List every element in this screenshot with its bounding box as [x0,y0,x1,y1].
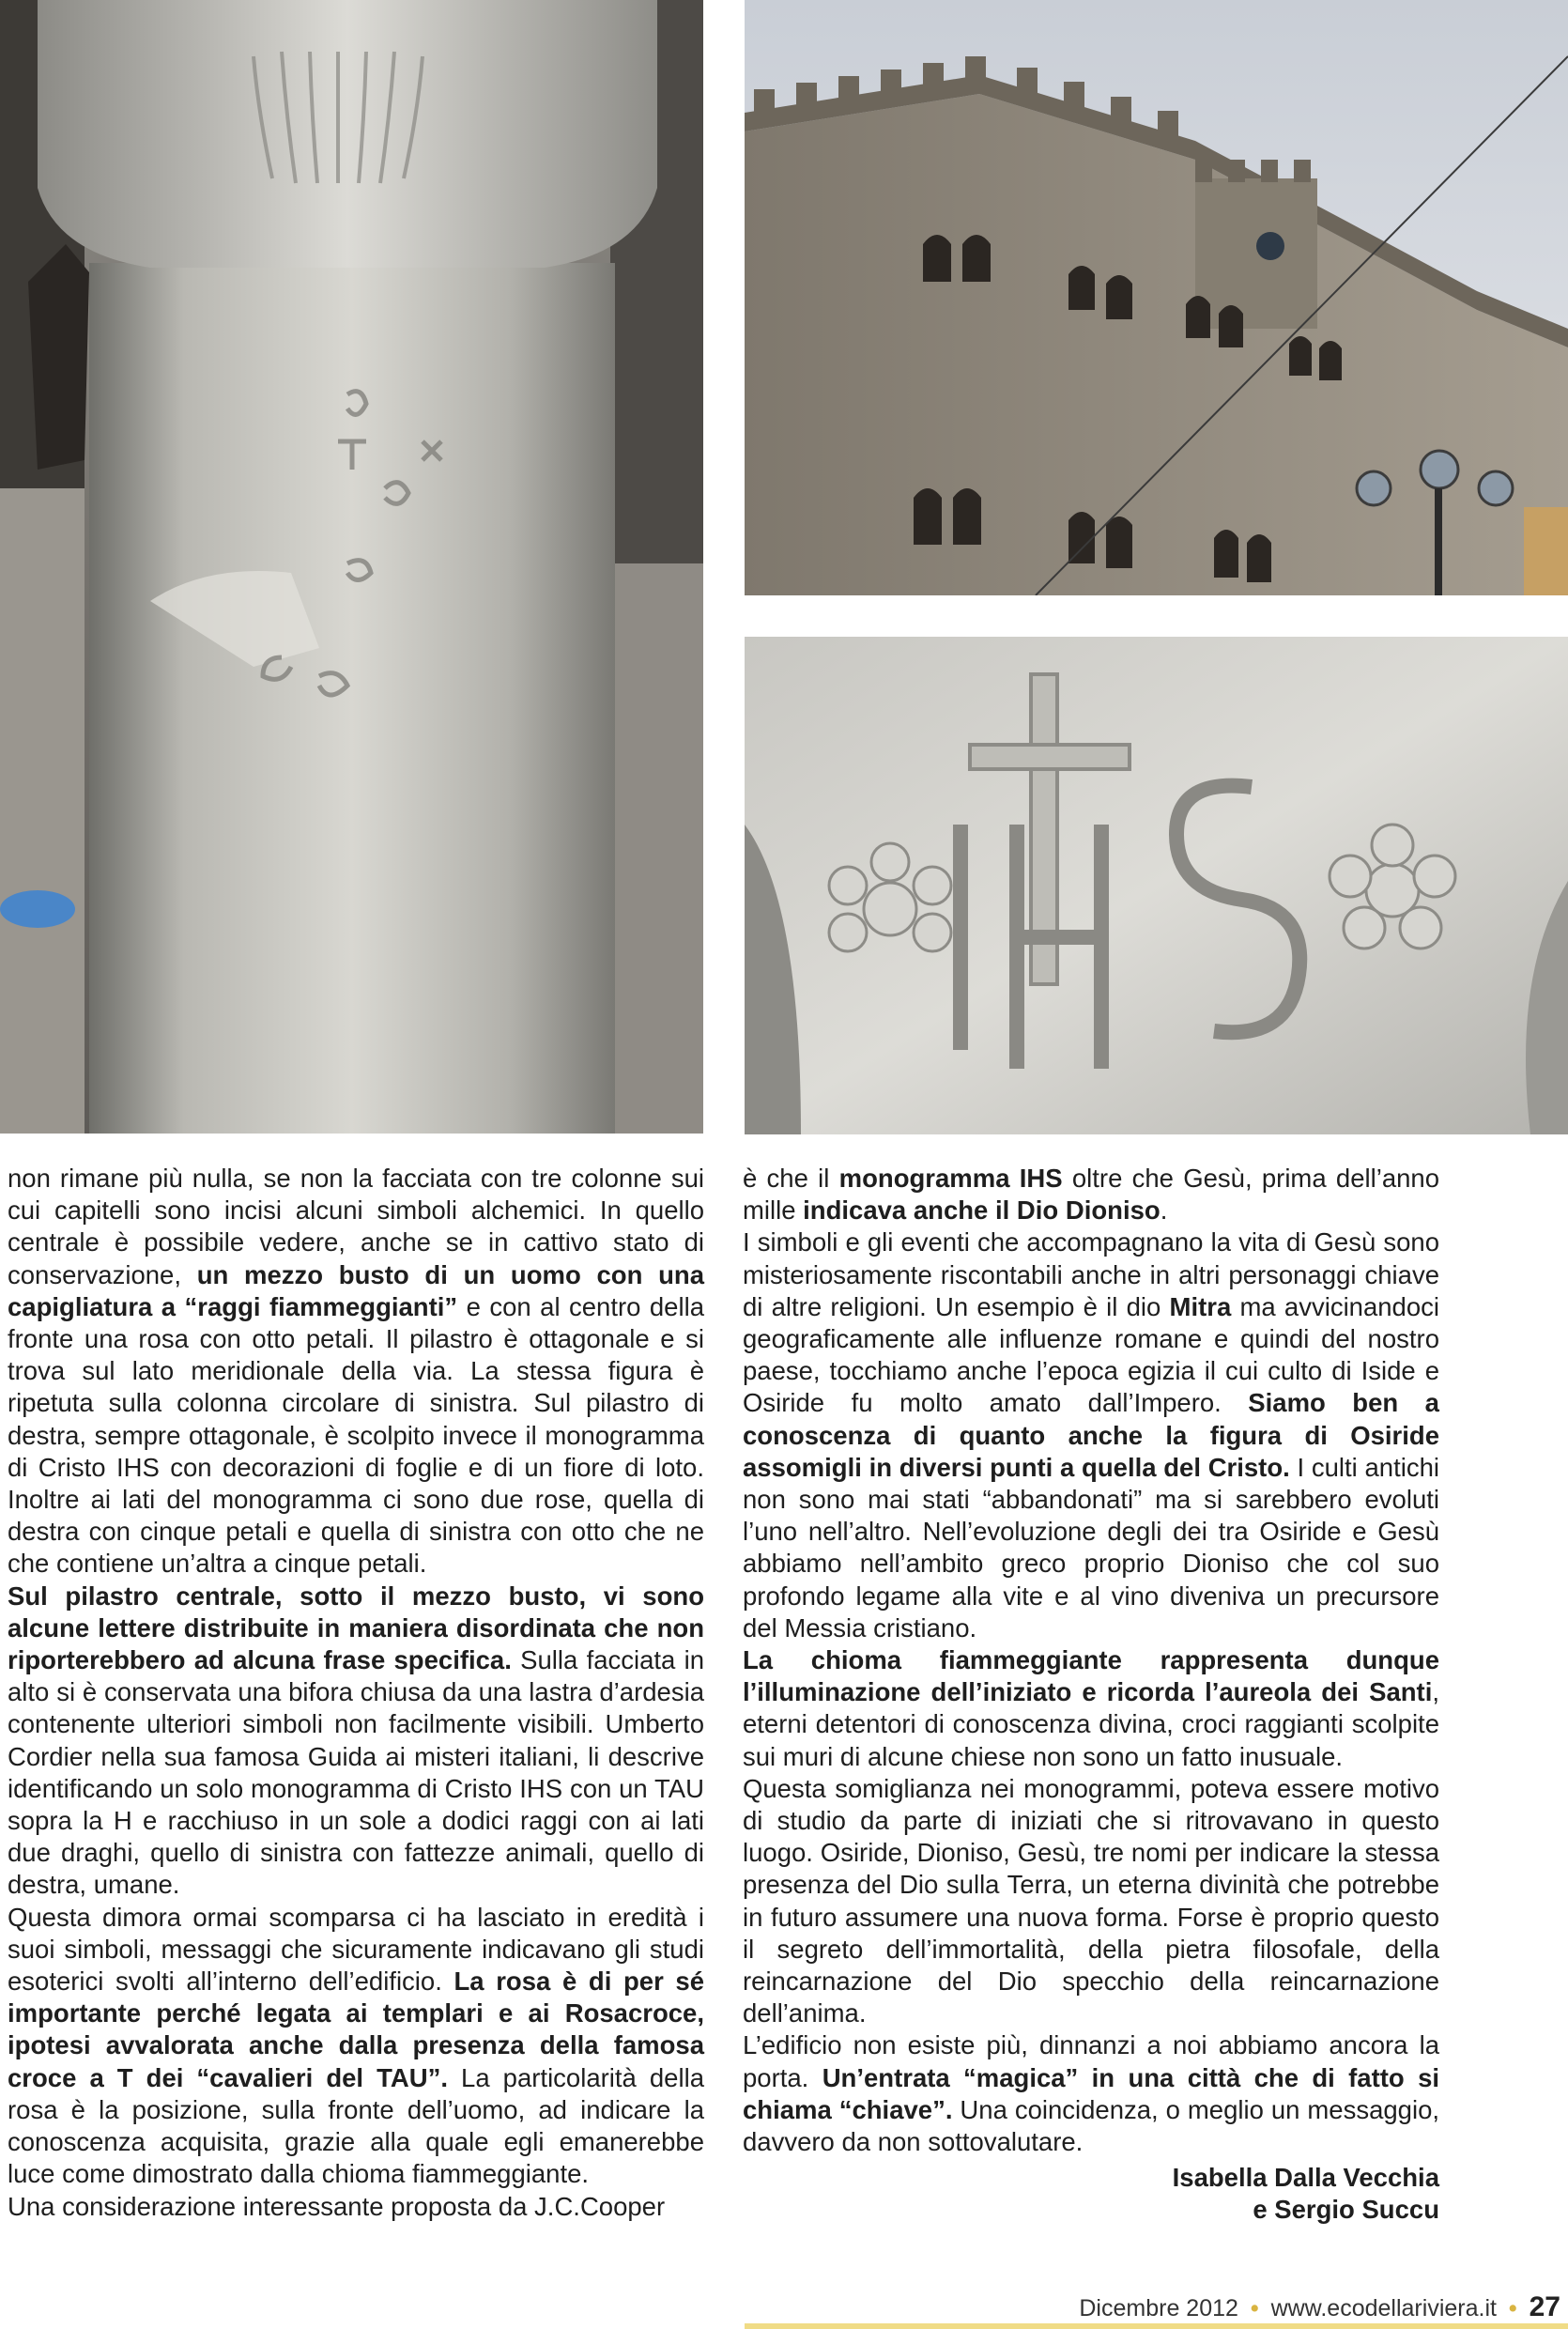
footer-date: Dicembre 2012 [1079,2295,1238,2321]
article-paragraph [8,1902,704,2191]
text-run: è che il [743,1164,839,1193]
article-paragraph [743,1163,1439,1226]
text-run: La particolarità della rosa è la posizione, sulla fronte dell’uomo, ad indicare la conoscenza acquisita, grazie alla quale egli emanerebbe luce come dimostrato dalla chioma fiammeggiante. [8,2062,704,2189]
ihs-monogram-illustration [745,637,1568,1134]
palace-illustration [745,0,1568,595]
footer-accent-bar [745,2323,1568,2329]
photo-palace [745,0,1568,595]
footer-separator-dot: • [1250,2295,1259,2321]
text-run: ma avvicinandoci geograficamente alle influenze romane e quindi del nostro paese, tocchiamo anche l’epoca egizia il cui culto di Iside e Osiride fu molto amato dall’Impero. [743,1291,1440,1418]
bold-text-run: La chioma fiammeggiante rappresenta dunque l’illuminazione dell’iniziato e ricorda l’aureola dei Santi [743,1645,1439,1707]
text-run: Sulla facciata in alto si è conservata una bifora chiusa da una lastra d’ardesia contenente ulteriori simboli non facilmente visibili. Umberto Cordier nella sua famosa Guida ai misteri italiani, li descrive identificando un solo monogramma di Cristo IHS con un TAU sopra la H e racchiuso in un sole a dodici raggi con ai lati due draghi, quello di sinistra con fattezze animali, quello di destra, umane. [8,1645,705,1900]
article-column-left [8,1163,704,2223]
text-run: , eterni detentori di conoscenza divina, croci raggianti scolpite sui muri di alcune chiese non sono un fatto inusuale. [743,1677,1439,1771]
text-run: Questa somiglianza nei monogrammi, poteva essere motivo di studio da parte di iniziati che si ritrovavano in questo luogo. Osiride, Dioniso, Gesù, tre nomi per indicare la stessa presenza del Dio sulla Terra, un eterna divinità che potrebbe in futuro assumere una nuova forma. Forse è proprio questo il segreto dell’immortalità, della pietra filosofale, della reincarnazione del Dio specchio della reincarnazione dell’anima. [743,1773,1439,2028]
photo-pillar [0,0,703,1134]
text-run: Una considerazione interessante proposta da J.C.Cooper [8,2191,666,2221]
author-line-2: e Sergio Succu [1253,2195,1439,2225]
text-run: . [1160,1195,1168,1226]
article-paragraph [8,1581,704,1902]
bold-text-run: Sul pilastro centrale, sotto il mezzo busto, vi sono alcune lettere distribuite in maniera disordinata che non riporterebbero ad alcuna frase specifica. [8,1581,704,1675]
bold-text-run: monogramma IHS [838,1164,1063,1193]
article-paragraph [743,2029,1439,2158]
article-paragraph [743,1773,1439,2030]
text-run: Questa dimora ormai scomparsa ci ha lasciato in eredità i suoi simboli, messaggi che sicuramente indicavano gli studi esoterici svolti all’interno dell’edificio. [8,1902,704,1997]
footer-separator-dot: • [1508,2295,1517,2321]
article-paragraph [743,1226,1439,1644]
author-line-1: Isabella Dalla Vecchia [1172,2163,1439,2193]
author-signature [743,2162,1439,2226]
bold-text-run: Siamo ben a conoscenza di quanto anche la figura di Osiride assomigli in diversi punti a quella del Cristo. [743,1388,1439,1482]
footer-website-link[interactable]: www.ecodellariviera.it [1270,2295,1497,2321]
article-paragraph [743,1644,1439,1773]
text-run: e con al centro della fronte una rosa con otto petali. Il pilastro è ottagonale e si trova sul lato meridionale della via. La stessa figura è ripetuta sulla colonna circolare di sinistra. Sul pilastro di destra, sempre ottagonale, è scolpito invece il monogramma di Cristo IHS con decorazioni di foglie e di un fiore di loto. Inoltre ai lati del monogramma ci sono due rose, quella di destra con cinque petali e quella di sinistra con otto che ne che contiene un’altra a cinque petali. [8,1291,704,1579]
bold-text-run: La rosa è di per sé importante perché legata ai templari e ai Rosacroce, ipotesi avvalorata anche dalla presenza della famosa croce a T dei “cavalieri del TAU”. [8,1967,705,2092]
text-run: non rimane più nulla, se non la facciata con tre colonne sui cui capitelli sono incisi alcuni simboli alchemici. In quello centrale è possibile vedere, anche se in cattivo stato di conservazione, [8,1164,704,1289]
article-column-right [743,1163,1439,2226]
text-run: oltre che Gesù, prima dell’anno mille [743,1164,1439,1226]
photo-ihs-monogram [745,637,1568,1134]
text-run: I culti antichi non sono mai stati “abbandonati” ma si sarebbero evoluti l’uno nell’altro. Nell’evoluzione degli dei tra Osiride e Gesù abbiamo nell’ambito greco proprio Dioniso che col suo profondo legame alla vite e al vino diveniva un precursore del Messia cristiano. [743,1452,1439,1643]
bold-text-run: Un’entrata “magica” in una città che di fatto si chiama “chiave”. [743,2062,1439,2124]
page-number: 27 [1529,2291,1560,2322]
text-run: Una coincidenza, o meglio un messaggio, davvero da non sottovalutare. [743,2094,1440,2157]
text-run: I simboli e gli eventi che accompagnano la vita di Gesù sono misteriosamente riscontabili anche in altri personaggi chiave di altre religioni. Un esempio è il dio [743,1227,1439,1321]
pillar-illustration [0,0,703,1134]
text-run: L’edificio non esiste più, dinnanzi a noi abbiamo ancora la porta. [743,2030,1439,2092]
bold-text-run: Mitra [1169,1291,1232,1321]
article-paragraph [8,2191,704,2223]
bold-text-run: un mezzo busto di un uomo con una capigliatura a “raggi fiammeggianti” [8,1259,704,1321]
article-paragraph [8,1163,704,1581]
bold-text-run: indicava anche il Dio Dioniso [803,1195,1161,1226]
page-footer [1079,2291,1560,2323]
